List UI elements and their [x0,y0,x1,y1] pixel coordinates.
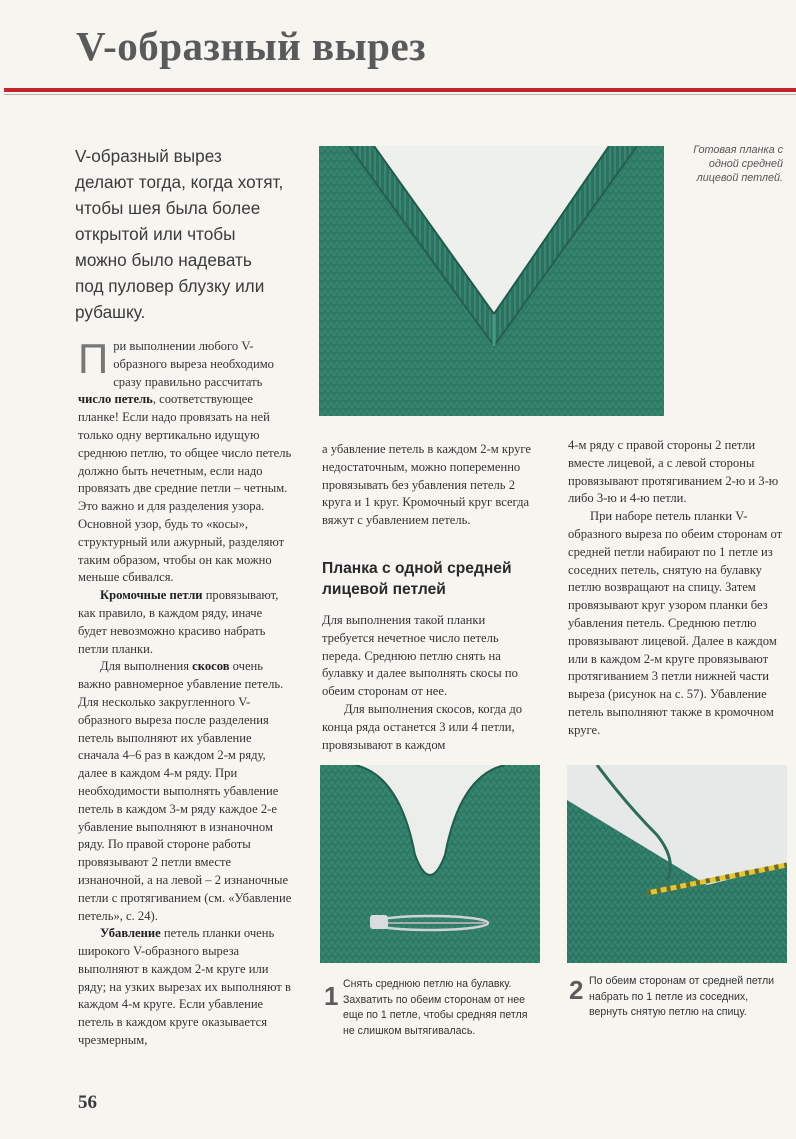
step-2-illustration [567,765,787,963]
term-bold: Кромочные петли [100,588,203,603]
term-bold: скосов [192,659,230,674]
step-2-photo [567,765,787,963]
text-run: , соответствующее планке! Если надо провязать на ней только одну вертикально идущую среднюю петлю, то общее число петель должно быть нечетным, если надо провязать две средние петли – четным. Это важно и для разделения узора. Основной узор, будь то «косы», структурный или ажурный, разделяют таким образом, чтобы он как можно меньше сбивался. [78,392,292,585]
intro-paragraph: V-образный вырез делают тогда, когда хотят, чтобы шея была более открытой или чтобы можно было надевать под пуловер блузку или рубашку. [75,146,284,322]
step-1-number: 1 [324,981,339,1011]
text-column-2b [322,612,537,754]
section-subheading: Планка с одной средней лицевой петлей [322,560,512,598]
paragraph [78,925,292,1050]
term-bold: Убавление [100,926,161,941]
text-run: ри выполнении любого V-образного выреза необходимо сразу правильно рассчитать [113,339,274,389]
paragraph [78,587,292,658]
text-run: провязывают, как правило, в каждом ряду, иначе будет невозможно красиво набрать петли планки. [78,588,279,656]
step-1-caption: Снять среднюю петлю на булавку. Захватить по обеим сторонам от нее еще по 1 петле, чтобы средняя петля не слишком вытягивалась. [343,978,528,1037]
header-rule-red [4,88,796,92]
paragraph: а убавление петель в каждом 2-м круге недостаточным, можно попеременно провязывать без убавления петель 2 круга и 1 круг. Кромочный круг всегда вяжут с убавлением петель. [322,442,531,528]
term-bold: число петель [78,392,153,407]
page-title: V-образный вырез [76,23,427,69]
text-run: очень важно равномерное убавление петель. Для несколько закругленного V-образного выреза после разделения петель выполняют их убавление сначала 4–6 раз в каждом 2-м ряду, далее в каждом 4-м ряду. При необходимости выполнять убавление петель в каждом 3-м ряду каждое 2-е убавление выполняют в изнаночном ряду. По правой стороне работы провязывают 2 петли вместе изнаночной, а на левой – 2 изнаночные петли с протягиванием (см. «Убавление петель», с. 24). [78,659,292,923]
main-photo-vneck-band [319,146,664,416]
text-run: петель планки очень широкого V-образного выреза выполняют в каждом 2-м круге или ряду; на узких вырезах их выполняют в каждом 4-м круге. Если убавление петель в каждом круге оказывается чрезмерным, [78,926,291,1048]
text-column-2 [322,441,537,530]
step-2-caption: По обеим сторонам от средней петли набрать по 1 петле из соседних, вернуть снятую петлю на спицу. [589,975,775,1018]
main-photo-illustration [319,146,664,416]
step-1-illustration [320,765,540,963]
header-rule-grey [4,94,796,95]
text-column-1 [78,335,292,1050]
text-run: Для выполнения [100,659,193,674]
paragraph: Для выполнения такой планки требуется нечетное число петель переда. Среднюю петлю снять на булавку и далее выполнять скосы по обеим сторонам от нее. [322,613,518,699]
paragraph [78,658,292,925]
paragraph: 4-м ряду с правой стороны 2 петли вместе лицевой, а с левой стороны провязывают протягиванием 2-ю и 3-ю либо 3-ю и 4-ю петли. [568,438,779,506]
page-number: 56 [78,1092,97,1113]
paragraph: Для выполнения скосов, когда до конца ряда останется 3 или 4 петли, провязывают в каждом [322,701,523,752]
paragraph: При наборе петель планки V-образного выреза по обеим сторонам от средней петли набирают по 1 петле из соседних петель, снятую на булавку петлю возвращают на спицу. Затем провязывают круг узором планки без убавления петель. Среднюю петлю провязывают лицевой. Далее в каждом или в каждом 2-м круге провязывают протягиванием 3 петли нижней части выреза (рисунок на с. 57). Убавление петель выполняют также в кромочном круге. [568,509,783,737]
step-2-number: 2 [569,975,584,1005]
step-1-photo [320,765,540,963]
text-column-3 [568,437,786,740]
paragraph [78,335,292,587]
main-photo-caption: Готовая планка с одной средней лицевой петлей. [693,144,783,184]
drop-cap: П [78,335,109,382]
